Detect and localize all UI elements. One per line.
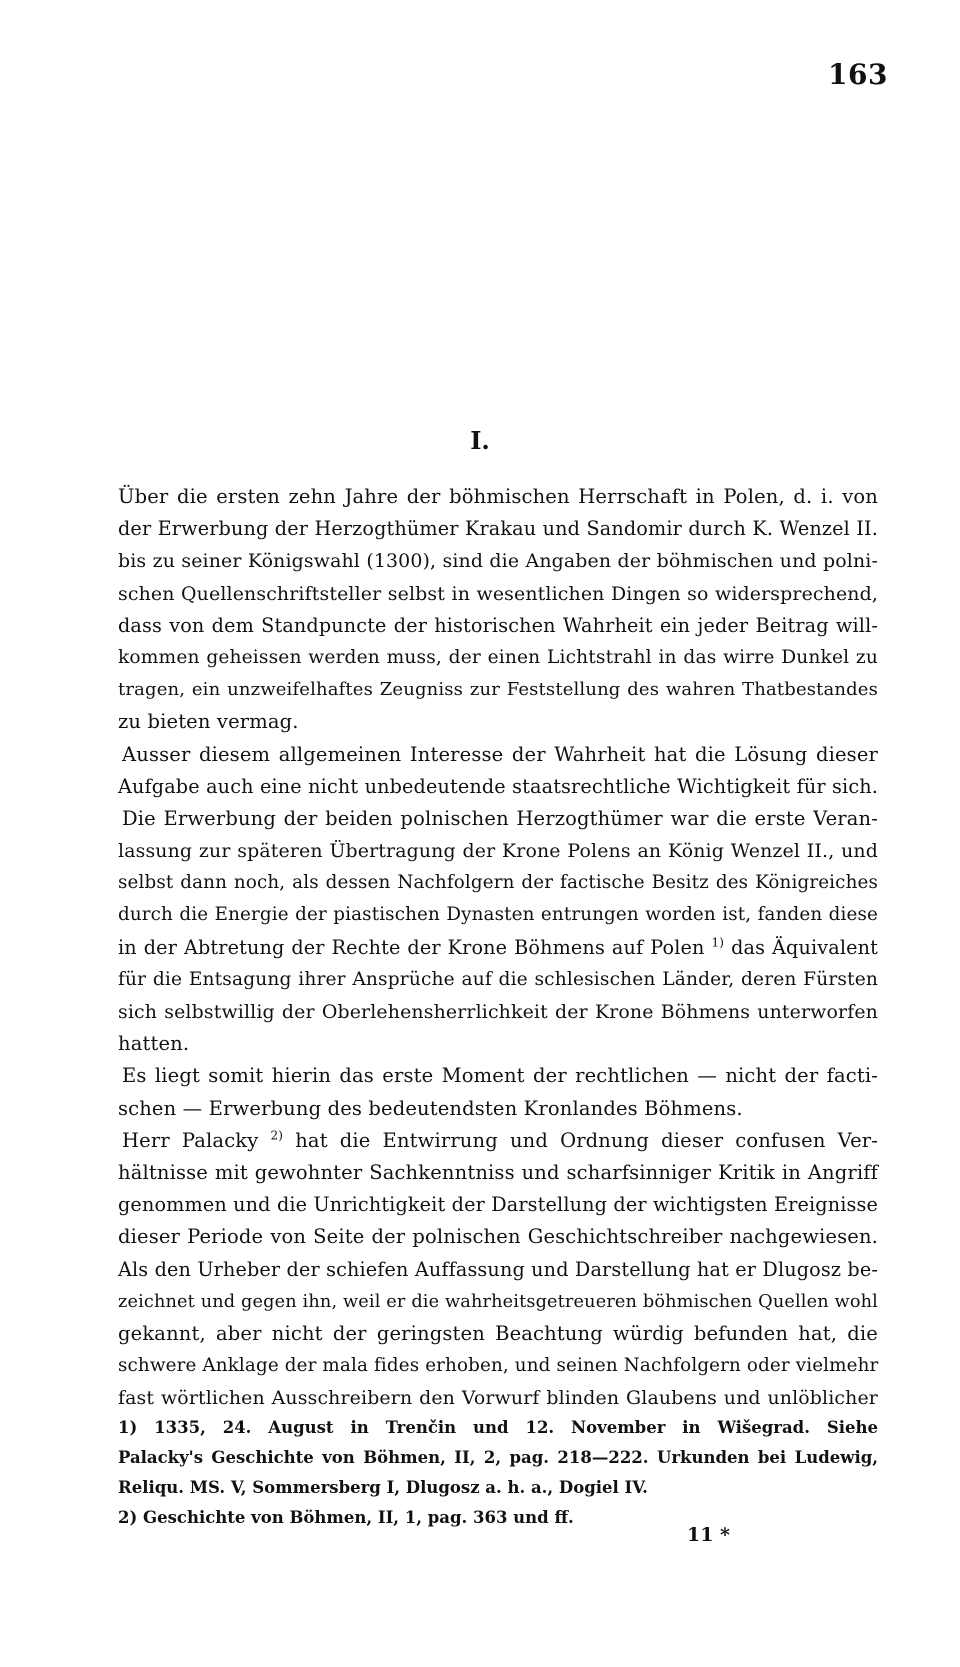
section-heading: I. — [470, 426, 490, 455]
footnote-line: Palacky's Geschichte von Böhmen, II, 2, pag. 218—222. Urkunden bei Ludewig, — [118, 1448, 878, 1467]
text-line: dieser Periode von Seite der polnischen Geschichtschreiber nachgewiesen. — [118, 1225, 878, 1249]
text-line: sich selbstwillig der Oberlehensherrlichkeit der Krone Böhmens unterworfen — [118, 1001, 878, 1023]
footnote-line: 1) 1335, 24. August in Trenčin und 12. November in Wišegrad. Siehe — [118, 1418, 878, 1437]
text-line: bis zu seiner Königswahl (1300), sind die Angaben der böhmischen und polni- — [118, 550, 878, 573]
text-line: schen Quellenschriftsteller selbst in wesentlichen Dingen so widersprechend, — [118, 582, 878, 605]
text-line: tragen, ein unzweifelhaftes Zeugniss zur Feststellung des wahren Thatbestandes — [118, 679, 878, 701]
text-line: schen — Erwerbung des bedeutendsten Kronlandes Böhmens. — [118, 1096, 743, 1120]
text-line: hatten. — [118, 1032, 190, 1056]
text-line: lassung zur späteren Übertragung der Krone Polens an König Wenzel II., und — [118, 840, 878, 863]
text-segment: hat die Entwirrung und Ordnung dieser confusen Ver- — [295, 1128, 878, 1152]
text-segment: das Äquivalent — [731, 935, 879, 959]
text-line: fast wörtlichen Ausschreibern den Vorwurf blinden Glaubens und unlöblicher — [118, 1387, 878, 1410]
text-line: für die Entsagung ihrer Ansprüche auf die schlesischen Länder, deren Fürsten — [118, 968, 878, 990]
footnote-reference: 2) — [270, 1128, 284, 1143]
text-line: hältnisse mit gewohnter Sachkenntniss und scharfsinniger Kritik in Angriff — [118, 1160, 878, 1184]
body-text — [118, 481, 878, 1414]
text-line: durch die Energie der piastischen Dynasten entrungen worden ist, fanden diese — [118, 904, 878, 926]
text-line: schwere Anklage der mala fides erhoben, und seinen Nachfolgern oder vielmehr — [118, 1355, 879, 1377]
text-line: Über die ersten zehn Jahre der böhmischen Herrschaft in Polen, d. i. von — [118, 485, 878, 508]
text-segment: in der Abtretung der Rechte der Krone Böhmens auf Polen — [118, 935, 705, 959]
text-line: Als den Urheber der schiefen Auffassung und Darstellung hat er Dlugosz be- — [118, 1257, 878, 1281]
text-line-with-footnote — [118, 1125, 878, 1157]
footnote-reference: 1) — [711, 935, 725, 950]
footnotes — [118, 1413, 878, 1533]
text-line: Aufgabe auch eine nicht unbedeutende staatsrechtliche Wichtigkeit für sich. — [118, 774, 878, 798]
footnote-line: Reliqu. MS. V, Sommersberg I, Dlugosz a. h. a., Dogiel IV. — [118, 1478, 648, 1497]
footnote-line: 2) Geschichte von Böhmen, II, 1, pag. 363 und ff. — [118, 1508, 574, 1527]
text-line: Es liegt somit hierin das erste Moment der rechtlichen — nicht der facti- — [122, 1064, 878, 1088]
page-number: 163 — [828, 58, 888, 91]
text-line: Ausser diesem allgemeinen Interesse der Wahrheit hat die Lösung dieser — [122, 742, 878, 766]
sheet-signature: 11 * — [687, 1524, 730, 1546]
text-line-with-footnote — [118, 932, 878, 964]
text-line: dass von dem Standpuncte der historischen Wahrheit ein jeder Beitrag will- — [118, 613, 878, 637]
text-line: selbst dann noch, als dessen Nachfolgern der factische Besitz des Königreiches — [118, 872, 878, 894]
text-line: Die Erwerbung der beiden polnischen Herzogthümer war die erste Veran- — [122, 806, 878, 830]
text-line: gekannt, aber nicht der geringsten Beachtung würdig befunden hat, die — [118, 1321, 878, 1345]
text-line: der Erwerbung der Herzogthümer Krakau und Sandomir durch K. Wenzel II. — [118, 517, 878, 541]
text-line: kommen geheissen werden muss, der einen Lichtstrahl in das wirre Dunkel zu — [118, 646, 878, 668]
text-line: zu bieten vermag. — [118, 710, 299, 734]
text-line: genommen und die Unrichtigkeit der Darstellung der wichtigsten Ereignisse — [118, 1193, 878, 1217]
text-line: zeichnet und gegen ihn, weil er die wahrheitsgetreueren böhmischen Quellen wohl — [118, 1291, 878, 1312]
text-segment: Herr Palacky — [122, 1128, 259, 1152]
